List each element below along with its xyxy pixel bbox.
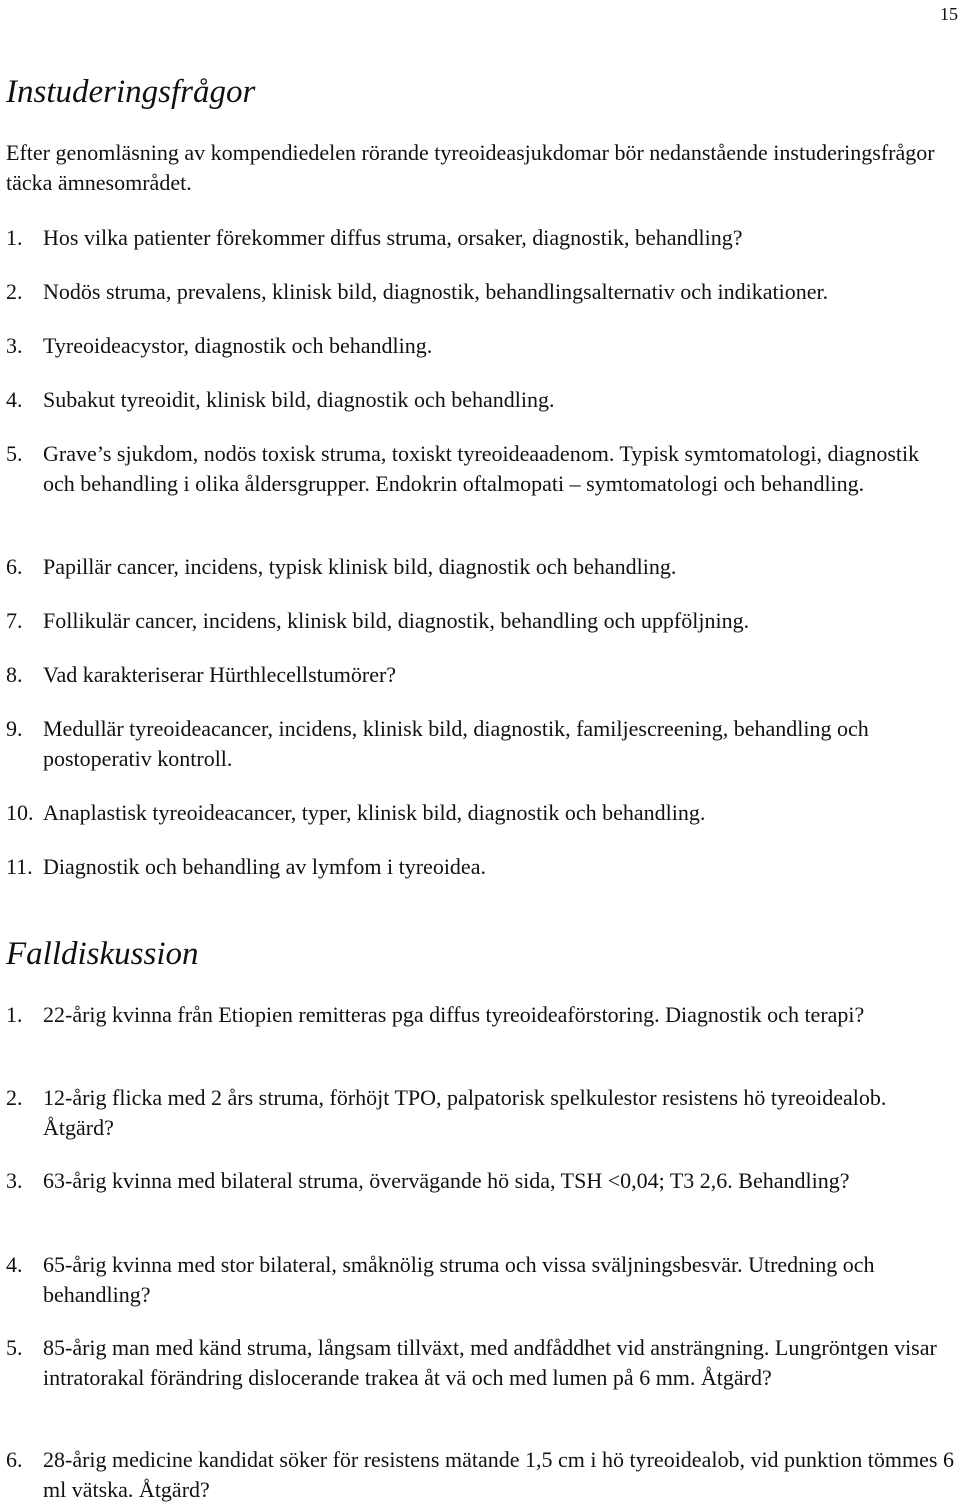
question-number: 5. [6, 441, 23, 466]
case-number: 2. [6, 1085, 23, 1110]
question-number: 11. [6, 854, 33, 879]
study-questions-heading: Instuderingsfrågor [6, 74, 256, 110]
question-item [6, 552, 954, 582]
question-number: 2. [6, 279, 23, 304]
question-text: Tyreoideacystor, diagnostik och behandling. [43, 333, 433, 358]
question-item [6, 852, 954, 882]
question-item [6, 331, 954, 361]
case-text: 85-årig man med känd struma, långsam tillväxt, med andfåddhet vid ansträngning. Lungröntgen visar intratorakal förändring dislocerande trakea åt vä och med lumen på 6 mm. Åtgärd? [43, 1335, 937, 1390]
question-text: Anaplastisk tyreoideacancer, typer, klinisk bild, diagnostik och behandling. [43, 800, 706, 825]
question-text: Vad karakteriserar Hürthlecellstumörer? [43, 662, 397, 687]
question-item [6, 798, 954, 828]
question-number: 1. [6, 225, 23, 250]
question-item [6, 606, 954, 636]
case-item [6, 1000, 954, 1030]
case-item [6, 1250, 954, 1310]
question-number: 6. [6, 554, 23, 579]
question-number: 7. [6, 608, 23, 633]
question-number: 3. [6, 333, 23, 358]
case-item [6, 1445, 954, 1505]
question-number: 4. [6, 387, 23, 412]
question-item [6, 660, 954, 690]
case-item [6, 1083, 954, 1143]
question-text: Papillär cancer, incidens, typisk klinisk bild, diagnostik och behandling. [43, 554, 677, 579]
case-text: 63-årig kvinna med bilateral struma, övervägande hö sida, TSH <0,04; T3 2,6. Behandling? [43, 1168, 850, 1193]
question-number: 8. [6, 662, 23, 687]
question-text: Grave’s sjukdom, nodös toxisk struma, toxiskt tyreoideaadenom. Typisk symtomatologi, diagnostik och behandling i olika åldersgrupper. Endokrin oftalmopati – symtomatologi och behandling. [43, 441, 920, 496]
case-number: 4. [6, 1252, 23, 1277]
case-item [6, 1166, 954, 1196]
question-number: 10. [6, 800, 34, 825]
question-text: Diagnostik och behandling av lymfom i tyreoidea. [43, 854, 486, 879]
question-item [6, 277, 954, 307]
question-text: Subakut tyreoidit, klinisk bild, diagnostik och behandling. [43, 387, 555, 412]
case-number: 5. [6, 1335, 23, 1360]
case-item [6, 1333, 954, 1393]
intro-paragraph: Efter genomläsning av kompendiedelen rörande tyreoideasjukdomar bör nedanstående instuderingsfrågor täcka ämnesområdet. [6, 140, 935, 195]
case-text: 12-årig flicka med 2 års struma, förhöjt TPO, palpatorisk spelkulestor resistens hö tyreoidealob. Åtgärd? [43, 1085, 887, 1140]
case-number: 3. [6, 1168, 23, 1193]
question-text: Medullär tyreoideacancer, incidens, klinisk bild, diagnostik, familjescreening, behandling och postoperativ kontroll. [43, 716, 869, 771]
question-item [6, 385, 954, 415]
case-text: 22-årig kvinna från Etiopien remitteras pga diffus tyreoideaförstoring. Diagnostik och terapi? [43, 1002, 865, 1027]
page-number: 15 [940, 4, 958, 24]
case-discussion-heading: Falldiskussion [6, 936, 199, 972]
question-number: 9. [6, 716, 23, 741]
case-text: 65-årig kvinna med stor bilateral, småknölig struma och vissa sväljningsbesvär. Utredning och behandling? [43, 1252, 875, 1307]
question-item [6, 223, 954, 253]
case-number: 1. [6, 1002, 23, 1027]
question-text: Hos vilka patienter förekommer diffus struma, orsaker, diagnostik, behandling? [43, 225, 743, 250]
question-item [6, 439, 954, 499]
question-text: Follikulär cancer, incidens, klinisk bild, diagnostik, behandling och uppföljning. [43, 608, 750, 633]
question-item [6, 714, 954, 774]
case-text: 28-årig medicine kandidat söker för resistens mätande 1,5 cm i hö tyreoidealob, vid punktion tömmes 6 ml vätska. Åtgärd? [43, 1447, 954, 1502]
question-text: Nodös struma, prevalens, klinisk bild, diagnostik, behandlingsalternativ och indikationer. [43, 279, 829, 304]
case-number: 6. [6, 1447, 23, 1472]
